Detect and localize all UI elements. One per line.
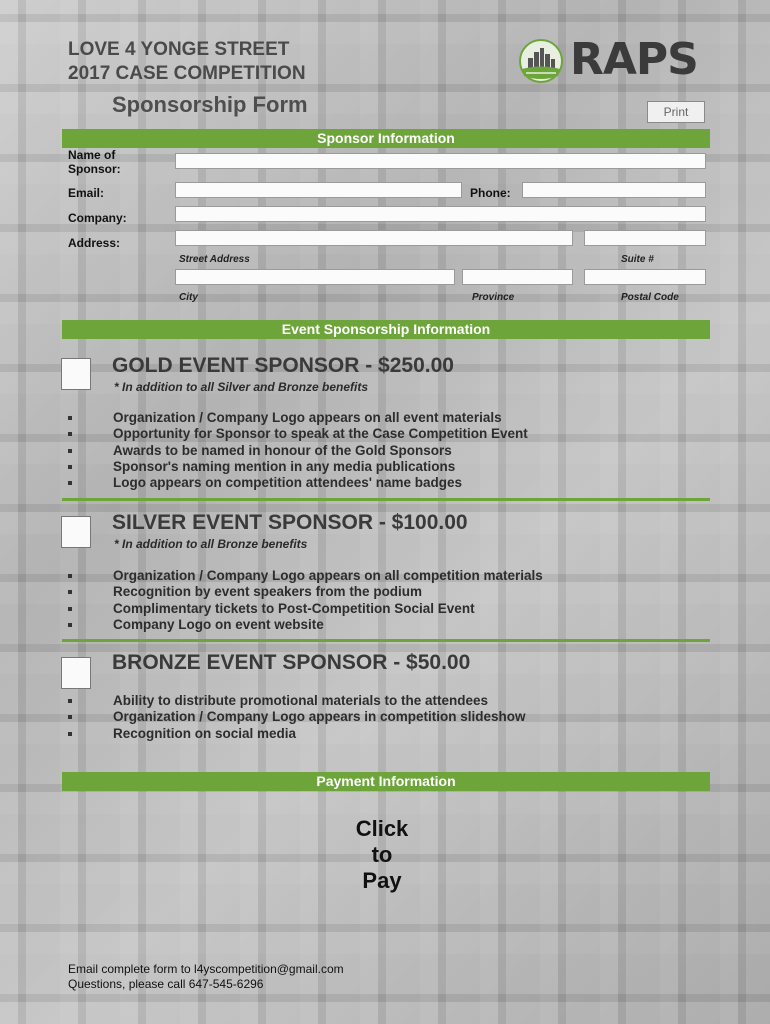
silver-sponsor-checkbox[interactable] <box>61 516 91 548</box>
list-item <box>68 426 528 442</box>
title-line-1: LOVE 4 YONGE STREET <box>68 39 290 60</box>
list-item <box>68 726 526 742</box>
street-address-input[interactable] <box>175 230 573 246</box>
benefit-text: Recognition on social media <box>113 725 297 741</box>
benefit-text: Ability to distribute promotional materials to the attendees <box>113 693 489 708</box>
phone-label: Phone: <box>470 186 511 200</box>
suite-label: Suite # <box>621 254 654 265</box>
bullet-icon <box>68 607 72 611</box>
footer-phone-line: Questions, please call 647-545-6296 <box>68 977 264 991</box>
pay-line-2: to <box>371 842 393 867</box>
footer <box>68 962 344 992</box>
bronze-tier-title: BRONZE EVENT SPONSOR - $50.00 <box>112 651 471 674</box>
province-label: Province <box>472 292 515 303</box>
company-input[interactable] <box>175 206 706 222</box>
city-skyline-icon <box>518 38 564 84</box>
name-label-line-2: Sponsor: <box>68 162 121 176</box>
payment-information-header: Payment Information <box>62 772 710 791</box>
phone-input[interactable] <box>522 182 706 198</box>
bullet-icon <box>68 699 72 703</box>
bullet-icon <box>68 574 72 578</box>
list-item <box>68 459 528 475</box>
bronze-sponsor-checkbox[interactable] <box>61 657 91 689</box>
list-item <box>68 475 528 491</box>
bullet-icon <box>68 481 72 485</box>
bullet-icon <box>68 590 72 594</box>
list-item <box>68 443 528 459</box>
bullet-icon <box>68 715 72 719</box>
print-button[interactable]: Print <box>647 101 705 123</box>
list-item <box>68 709 526 725</box>
footer-email-line: Email complete form to l4yscompetition@gmail.com <box>68 962 344 976</box>
bullet-icon <box>68 416 72 420</box>
benefit-text: Organization / Company Logo appears on all competition materials <box>113 568 543 583</box>
click-to-pay-button[interactable] <box>350 816 414 894</box>
event-sponsorship-header: Event Sponsorship Information <box>62 320 710 339</box>
benefit-text: Organization / Company Logo appears on all event materials <box>113 410 502 425</box>
email-label: Email: <box>68 186 105 200</box>
list-item <box>68 617 543 633</box>
list-item <box>68 410 528 426</box>
pay-line-3: Pay <box>362 868 402 893</box>
province-input[interactable] <box>462 269 573 285</box>
pay-line-1: Click <box>355 816 409 841</box>
bullet-icon <box>68 465 72 469</box>
benefit-text: Complimentary tickets to Post-Competition Social Event <box>113 600 475 616</box>
gold-tier-note: * In addition to all Silver and Bronze benefits <box>114 380 369 394</box>
sponsor-information-header: Sponsor Information <box>62 129 710 148</box>
bronze-benefits-list <box>68 693 526 742</box>
email-input[interactable] <box>175 182 462 198</box>
list-item <box>68 584 543 600</box>
sponsor-name-input[interactable] <box>175 153 706 169</box>
bullet-icon <box>68 449 72 453</box>
benefit-text: Opportunity for Sponsor to speak at the Case Competition Event <box>113 426 528 442</box>
street-address-label: Street Address <box>179 254 250 265</box>
competition-title <box>68 38 306 86</box>
title-line-2: 2017 CASE COMPETITION <box>68 63 306 84</box>
postal-code-input[interactable] <box>584 269 706 285</box>
bullet-icon <box>68 623 72 627</box>
benefit-text: Logo appears on competition attendees' name badges <box>113 475 463 491</box>
form-title: Sponsorship Form <box>112 92 308 117</box>
gold-tier-title: GOLD EVENT SPONSOR - $250.00 <box>112 354 454 377</box>
bullet-icon <box>68 732 72 736</box>
bullet-icon <box>68 432 72 436</box>
silver-divider <box>62 639 710 642</box>
gold-benefits-list <box>68 410 528 491</box>
logo-text: RAPS <box>570 34 698 85</box>
benefit-text: Sponsor's naming mention in any media publications <box>113 458 456 474</box>
list-item <box>68 568 543 584</box>
silver-benefits-list <box>68 568 543 633</box>
suite-input[interactable] <box>584 230 706 246</box>
name-label <box>68 148 121 176</box>
gold-sponsor-checkbox[interactable] <box>61 358 91 390</box>
company-label: Company: <box>68 211 127 225</box>
city-label: City <box>179 292 198 303</box>
silver-tier-title: SILVER EVENT SPONSOR - $100.00 <box>112 511 468 534</box>
benefit-text: Recognition by event speakers from the podium <box>113 584 423 600</box>
name-label-line-1: Name of <box>68 148 116 162</box>
benefit-text: Company Logo on event website <box>113 616 324 632</box>
benefit-text: Awards to be named in honour of the Gold Sponsors <box>113 442 452 458</box>
list-item <box>68 693 526 709</box>
postal-code-label: Postal Code <box>621 292 679 303</box>
address-label: Address: <box>68 236 121 250</box>
raps-logo <box>518 34 714 85</box>
city-input[interactable] <box>175 269 455 285</box>
benefit-text: Organization / Company Logo appears in competition slideshow <box>113 709 526 725</box>
list-item <box>68 601 543 617</box>
gold-divider <box>62 498 710 501</box>
silver-tier-note: * In addition to all Bronze benefits <box>114 537 308 551</box>
